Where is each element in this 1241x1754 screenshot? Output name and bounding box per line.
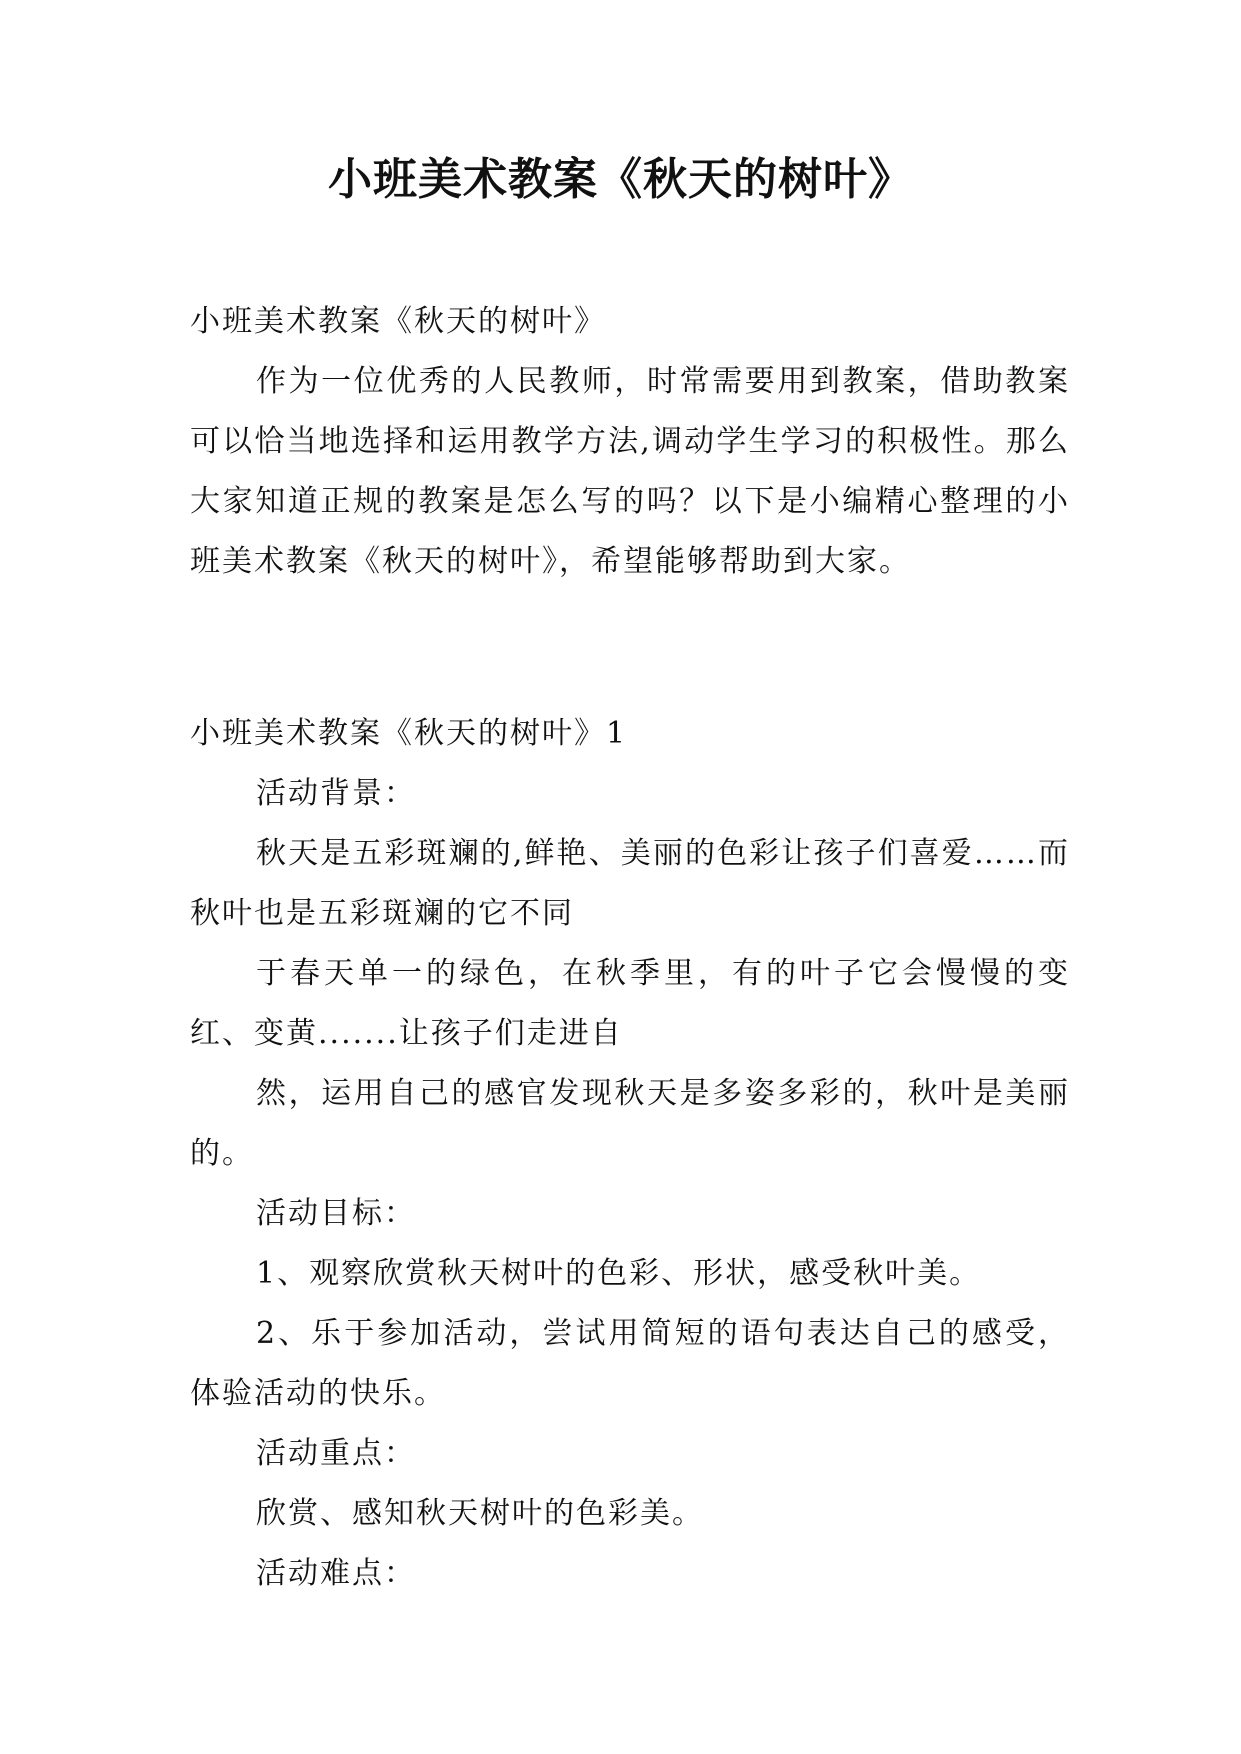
goal-item: 2、乐于参加活动，尝试用简短的语句表达自己的感受，体验活动的快乐。 xyxy=(190,1316,1070,1411)
background-paragraph: 于春天单一的绿色，在秋季里，有的叶子它会慢慢的变红、变黄.......让孩子们走进自 xyxy=(190,956,1070,1051)
intro-paragraph: 作为一位优秀的人民教师，时常需要用到教案，借助教案可以恰当地选择和运用教学方法,调动学生学习的积极性。那么大家知道正规的教案是怎么写的吗？以下是小编精心整理的小班美术教案《秋天的树叶》，希望能够帮助到大家。 xyxy=(190,364,1070,579)
background-paragraph: 秋天是五彩斑斓的,鲜艳、美丽的色彩让孩子们喜爱……而秋叶也是五彩斑斓的它不同 xyxy=(190,836,1070,931)
activity-goals-label: 活动目标： xyxy=(256,1196,416,1231)
activity-background-label: 活动背景： xyxy=(256,776,416,811)
activity-difficulty-label: 活动难点： xyxy=(256,1556,416,1591)
goal-item: 1、观察欣赏秋天树叶的色彩、形状，感受秋叶美。 xyxy=(256,1256,982,1291)
section-heading: 小班美术教案《秋天的树叶》1 xyxy=(190,716,628,751)
activity-focus-label: 活动重点： xyxy=(256,1436,416,1471)
background-paragraph: 然，运用自己的感官发现秋天是多姿多彩的，秋叶是美丽的。 xyxy=(190,1076,1070,1171)
document-body xyxy=(190,292,1070,1604)
document-title: 小班美术教案《秋天的树叶》 xyxy=(328,154,913,205)
focus-paragraph: 欣赏、感知秋天树叶的色彩美。 xyxy=(256,1496,704,1531)
intro-heading: 小班美术教案《秋天的树叶》 xyxy=(190,304,606,339)
